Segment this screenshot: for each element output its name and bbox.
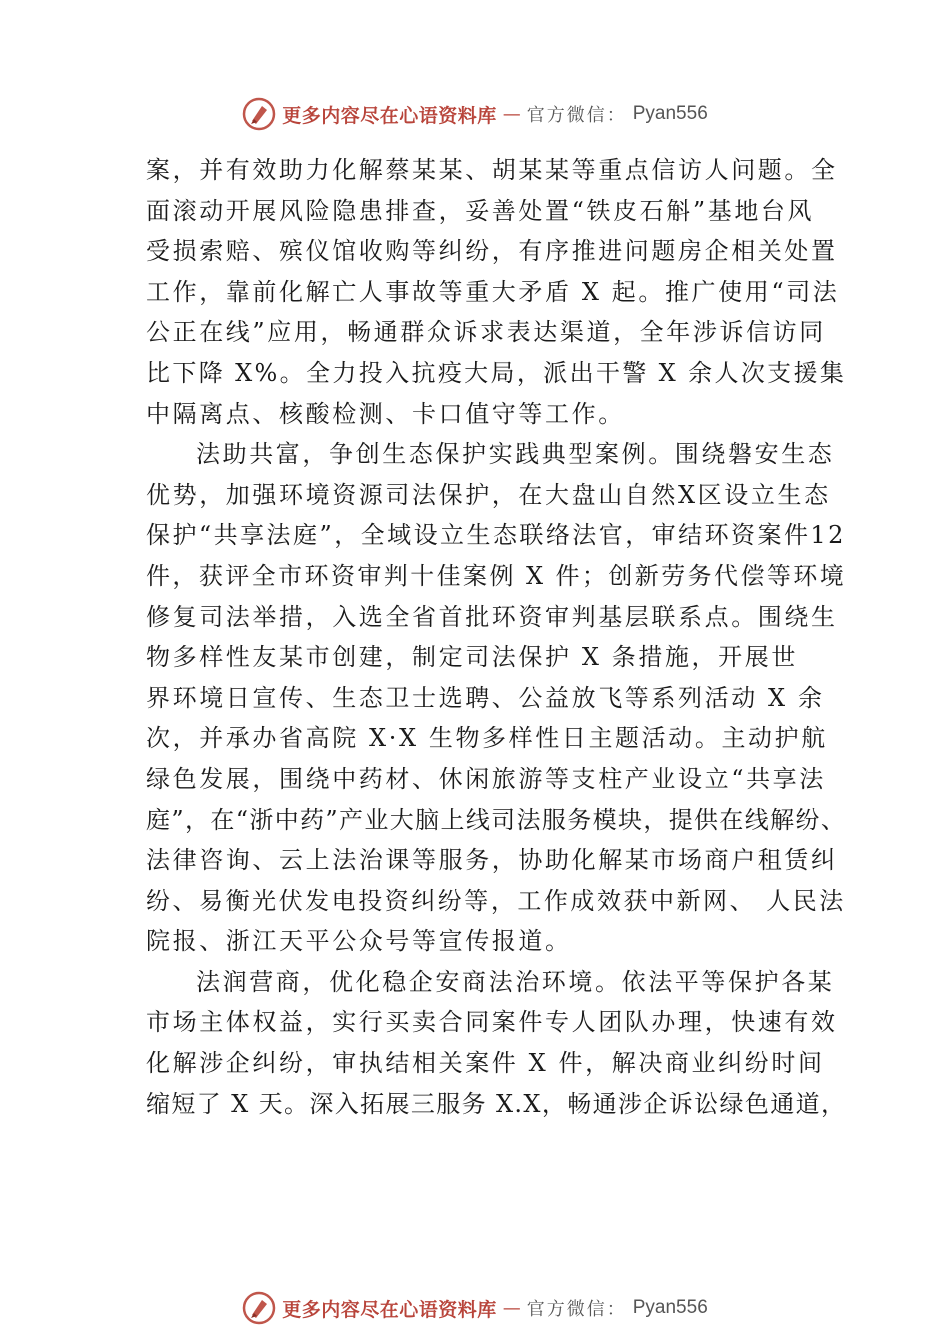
- document-body: [146, 150, 846, 1124]
- paragraph-first-line: 法助共富，争创生态保护实践典型案例。围绕磐安生态: [196, 440, 835, 469]
- text-line: 界环境日宣传、生态卫士选聘、公益放飞等系列活动 X 余: [146, 683, 825, 712]
- text-line: 庭”，在“浙中药”产业大脑上线司法服务模块，提供在线解纷、: [146, 805, 847, 834]
- text-line: 案，并有效助力化解蔡某某、胡某某等重点信访人问题。全: [146, 156, 838, 184]
- banner-dash: —: [502, 1297, 521, 1319]
- banner-wechat-id: Pyan556: [632, 1297, 708, 1318]
- text-line: 化解涉企纠纷，审执结相关案件 X 件，解决商业纠纷时间: [146, 1049, 825, 1078]
- text-line: 优势，加强环境资源司法保护，在大盘山自然X区设立生态: [146, 480, 831, 509]
- text-line: 修复司法举措，入选全省首批环资审判基层联系点。围绕生: [146, 602, 838, 631]
- text-line: 中隔离点、核酸检测、卡口值守等工作。: [146, 399, 625, 428]
- text-line: 面滚动开展风险隐患排查，妥善处置“铁皮石斛”基地台风: [146, 196, 815, 225]
- pen-nib-logo-icon: [242, 97, 276, 131]
- text-line: 物多样性友某市创建，制定司法保护 X 条措施，开展世: [146, 643, 798, 672]
- text-line: 纷、易衡光伏发电投资纠纷等，工作成效获中新网、 人民法: [146, 886, 846, 915]
- header-banner: [0, 94, 950, 134]
- text-line: 工作，靠前化解亡人事故等重大矛盾 X 起。推广使用“司法: [146, 277, 840, 306]
- banner-wechat-id: Pyan556: [632, 103, 708, 124]
- text-line: 缩短了 X 天。深入拓展三服务 X.X，畅通涉企诉讼绿色通道，: [146, 1089, 847, 1118]
- text-line: 保护“共享法庭”，全域设立生态联络法官，审结环资案件12: [146, 521, 846, 550]
- footer-banner: [0, 1288, 950, 1328]
- pen-nib-logo-icon: [242, 1291, 276, 1325]
- text-line: 市场主体权益，实行买卖合同案件专人团队办理，快速有效: [146, 1008, 838, 1037]
- banner-main-text: 更多内容尽在心语资料库: [282, 1298, 497, 1321]
- text-line: 公正在线”应用，畅通群众诉求表达渠道，全年涉诉信访同: [146, 318, 826, 347]
- text-line: 比下降 X%。全力投入抗疫大局，派出干警 X 余人次支援集: [146, 358, 847, 387]
- text-line: 受损索赔、殡仪馆收购等纠纷，有序推进问题房企相关处置: [146, 237, 838, 266]
- text-line: 次，并承办省高院 X·X 生物多样性日主题活动。主动护航: [146, 724, 828, 753]
- text-line: 法律咨询、云上法治课等服务，协助化解某市场商户租赁纠: [146, 846, 838, 875]
- text-line: 院报、浙江天平公众号等宣传报道。: [146, 927, 572, 956]
- paragraph-first-line: 法润营商，优化稳企安商法治环境。依法平等保护各某: [196, 967, 835, 996]
- banner-dash: —: [502, 103, 521, 125]
- text-line: 绿色发展，围绕中药材、休闲旅游等支柱产业设立“共享法: [146, 764, 826, 793]
- text-line: 件，获评全市环资审判十佳案例 X 件；创新劳务代偿等环境: [146, 561, 847, 590]
- banner-wechat-label: 官方微信：: [526, 1299, 627, 1320]
- banner-wechat-label: 官方微信：: [526, 105, 627, 126]
- banner-main-text: 更多内容尽在心语资料库: [282, 104, 497, 127]
